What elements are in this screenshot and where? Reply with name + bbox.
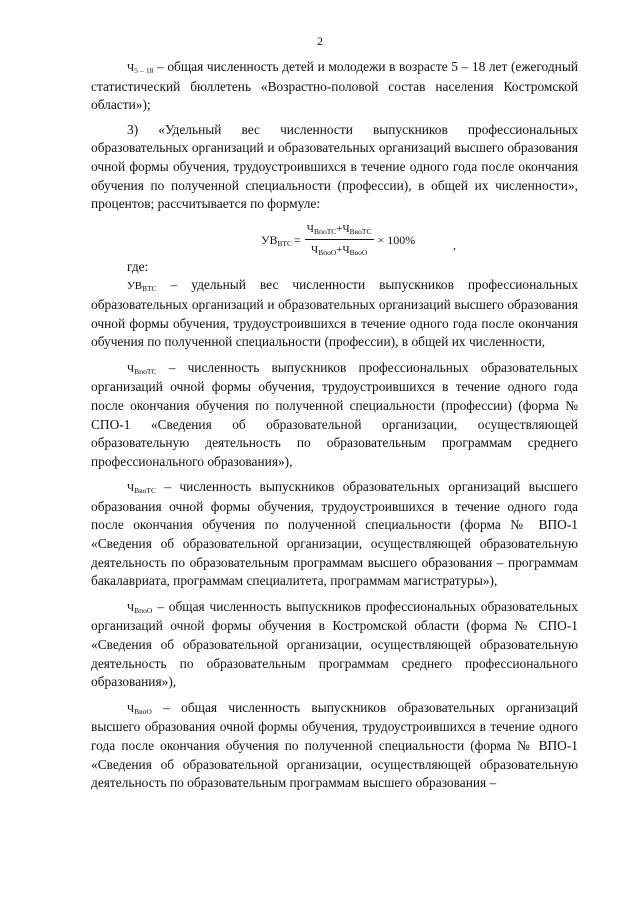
symbol-ch-vvots: $Ч_{ВвоТС}$	[127, 482, 156, 496]
formula-denominator: $Ч_{ВпоО}+Ч_{ВвоО}$	[310, 244, 368, 258]
formula-numerator: $Ч_{ВпоТС}+Ч_{ВвоТС}$	[305, 220, 374, 241]
definition-uv-vts: $УВ_{ВТС}$ – удельный вес численности выпускников профессиональных образовательных организаций и образовательных организаций высшего образования очной формы обучения, трудоустроившихся в течение одного года после окончания обучения по полученной специальности (профессии), в общей их численности,	[91, 277, 578, 350]
symbol-uv-vts: $УВ_{ВТС}$	[127, 280, 157, 294]
document-body	[91, 58, 578, 793]
formula-times-100: × 100%	[377, 232, 416, 247]
formula-uv-vts	[91, 216, 578, 258]
formula-fraction	[305, 220, 374, 260]
where-label: где:	[127, 258, 149, 274]
symbol-ch-vpoo: $Ч_{ВпоО}$	[127, 601, 153, 615]
paragraph-item-3: 3) «Удельный вес численности выпускников профессиональных образовательных организаций и образовательных организаций высшего образования очной формы обучения, трудоустроившихся в течение одного года после окончания обучения по полученной специальности (профессии), в общей их численности», процентов; рассчитывается по формуле:	[91, 121, 578, 212]
page-number: 2	[317, 34, 323, 48]
paragraph-ch518: $Ч_{5 - 18}$ – общая численность детей и молодежи в возрасте 5 – 18 лет (ежегодный статистический бюллетень «Возрастно-половой состав населения Костромской области»);	[91, 59, 578, 113]
symbol-ch518: $Ч_{5 - 18}$	[127, 62, 154, 75]
definition-ch-vvots: $Ч_{ВвоТС}$ – численность выпускников образовательных организаций высшего образования очной формы обучения, трудоустроившихся в течение одного года после окончания обучения по полученной специальности (форма № ВПО-1 «Сведения об образовательной организации, осуществляющей образовательную деятельность по образовательным программам высшего образования – программам бакалавриата, программам специалитета, программам магистратуры»),	[91, 479, 578, 589]
formula-comma: ,	[453, 237, 456, 252]
definition-ch-vvoo: $Ч_{ВвоО}$ – общая численность выпускников образовательных организаций высшего образования очной формы обучения, трудоустроившихся в течение одного года после окончания обучения по полученной специальности (форма № ВПО-1 «Сведения об образовательной организации, осуществляющей образовательную деятельность по образовательным программам высшего образования –	[91, 699, 578, 791]
formula-equals: =	[294, 232, 301, 247]
formula-lhs: $УВ_{ВТС}$	[261, 232, 292, 248]
definition-ch-vpots: $Ч_{ВпоТС}$ – численность выпускников профессиональных образовательных организаций очной формы обучения, трудоустроившихся в течение одного года после окончания обучения по полученной специальности (профессии) (форма № СПО-1 «Сведения об образовательной организации, осуществляющей образовательную деятельность по образовательным программам среднего профессионального образования»),	[91, 359, 578, 469]
symbol-ch-vvoo: $Ч_{ВвоО}$	[127, 702, 152, 716]
definition-ch-vpoo: $Ч_{ВпоО}$ – общая численность выпускников профессиональных образовательных организаций очной формы обучения в Костромской области (форма № СПО-1 «Сведения об образовательной организации, осуществляющей образовательную деятельность по образовательным программам среднего профессионального образования»),	[91, 598, 578, 690]
symbol-ch-vpots: $Ч_{ВпоТС}$	[127, 362, 157, 376]
